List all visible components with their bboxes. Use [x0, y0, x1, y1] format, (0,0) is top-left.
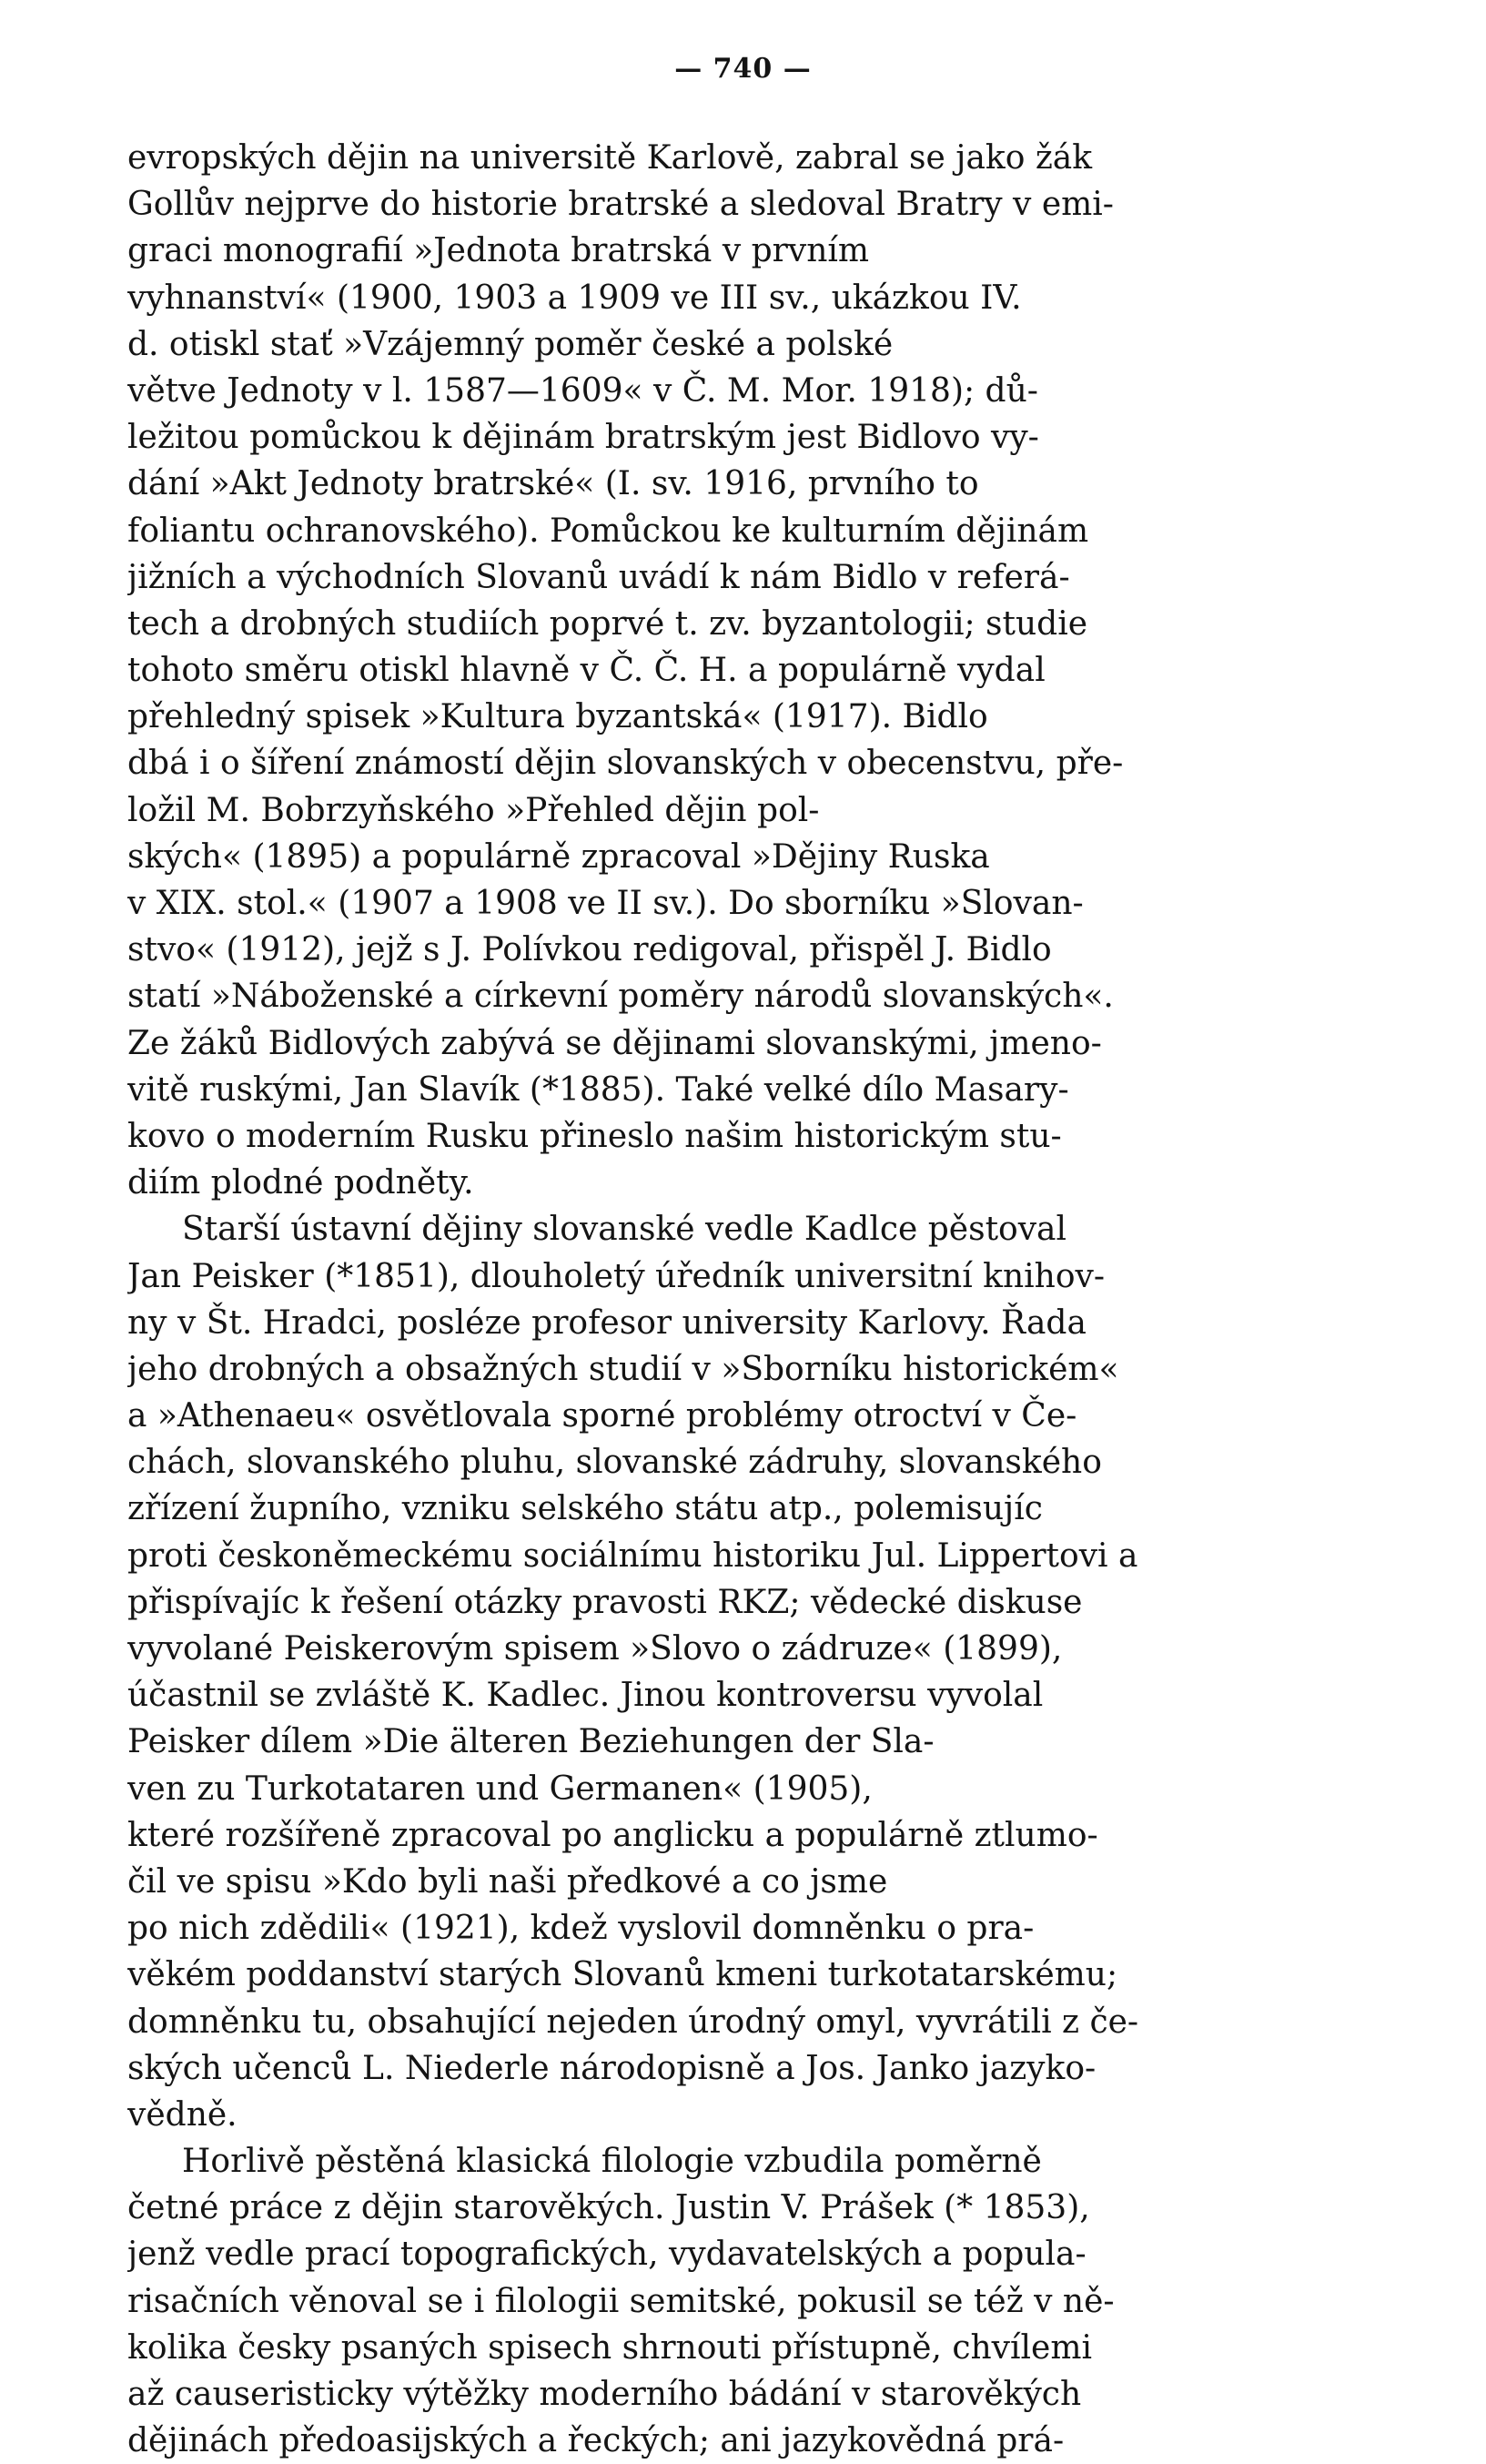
- text-line: dějinách předoasijských a řeckých; ani jazykovědná prá-: [127, 2422, 1065, 2460]
- text-line: ských učenců L. Niederle národopisně a Jos. Janko jazyko-: [127, 2049, 1097, 2087]
- text-line: jenž vedle prací topografických, vydavatelských a popula-: [127, 2236, 1087, 2274]
- text-line: vyvolané Peiskerovým spisem »Slovo o zádruze« (1899),: [127, 1630, 1063, 1668]
- text-line: evropských dějin na universitě Karlově, zabral se jako žák: [127, 139, 1093, 177]
- text-line: foliantu ochranovského). Pomůckou ke kulturním dějinám: [127, 512, 1089, 550]
- text-line: domněnku tu, obsahující nejeden úrodný omyl, vyvrátili z če-: [127, 2003, 1139, 2041]
- body-text: [127, 135, 1365, 2464]
- text-line: vitě ruskými, Jan Slavík (*1885). Také velké dílo Masary-: [127, 1070, 1069, 1109]
- text-line: větve Jednoty v l. 1587—1609« v Č. M. Mor. 1918); dů-: [127, 371, 1038, 410]
- text-line: tech a drobných studiích poprvé t. zv. byzantologii; studie: [127, 604, 1088, 643]
- text-line: tohoto směru otiskl hlavně v Č. Č. H. a populárně vydal: [127, 652, 1046, 690]
- text-line: graci monografií »Jednota bratrská v prvním: [127, 232, 870, 270]
- text-line: ležitou pomůckou k dějinám bratrským jest Bidlovo vy-: [127, 419, 1039, 457]
- paragraph-bidlo: [127, 135, 1365, 1206]
- paragraph-prasek: [127, 2138, 1365, 2464]
- text-line: po nich zdědili« (1921), kdež vyslovil domněnku o pra-: [127, 1910, 1035, 1948]
- text-line: ložil M. Bobrzyňského »Přehled dějin pol-: [127, 791, 820, 829]
- text-line: risačních věnoval se i filologii semitské, pokusil se též v ně-: [127, 2282, 1115, 2320]
- text-line: až causeristicky výtěžky moderního bádání v starověkých: [127, 2376, 1082, 2413]
- text-line: Horlivě pěstěná klasická filologie vzbudila poměrně: [182, 2143, 1042, 2181]
- text-line: kovo o moderním Rusku přineslo našim historickým stu-: [127, 1117, 1062, 1155]
- text-line: Gollův nejprve do historie bratrské a sledoval Bratry v emi-: [127, 186, 1114, 224]
- text-line: statí »Náboženské a církevní poměry národů slovanských«.: [127, 978, 1114, 1016]
- text-line: proti českoněmeckému sociálnímu historiku Jul. Lippertovi a: [127, 1536, 1138, 1575]
- text-line: dbá i o šíření známostí dějin slovanských v obecenstvu, pře-: [127, 745, 1124, 783]
- text-line: dání »Akt Jednoty bratrské« (I. sv. 1916, prvního to: [127, 465, 979, 503]
- text-line: Ze žáků Bidlových zabývá se dějinami slovanskými, jmeno-: [127, 1024, 1102, 1062]
- text-line: Peisker dílem »Die älteren Beziehungen der Sla-: [127, 1723, 935, 1761]
- text-line: přispívajíc k řešení otázky pravosti RKZ; vědecké diskuse: [127, 1583, 1083, 1621]
- text-line: přehledný spisek »Kultura byzantská« (1917). Bidlo: [127, 698, 988, 736]
- text-line: čil ve spisu »Kdo byli naši předkové a co jsme: [127, 1862, 888, 1901]
- text-line: četné práce z dějin starověkých. Justin V. Prášek (* 1853),: [127, 2189, 1090, 2227]
- text-line: Starší ústavní dějiny slovanské vedle Kadlce pěstoval: [182, 1211, 1067, 1249]
- text-line: stvo« (1912), jejž s J. Polívkou redigoval, přispěl J. Bidlo: [127, 931, 1052, 969]
- text-line: které rozšířeně zpracoval po anglicku a populárně ztlumo-: [127, 1816, 1098, 1854]
- paragraph-peisker: [127, 1206, 1365, 2138]
- text-line: věkém poddanství starých Slovanů kmeni turkotatarskému;: [127, 1956, 1118, 1994]
- text-line: ven zu Turkotataren und Germanen« (1905),: [127, 1769, 873, 1808]
- text-line: d. otiskl stať »Vzájemný poměr české a polské: [127, 325, 894, 363]
- text-line: ny v Št. Hradci, posléze profesor university Karlovy. Řada: [127, 1303, 1087, 1342]
- text-line: jeho drobných a obsažných studií v »Sborníku historickém«: [127, 1350, 1119, 1388]
- text-line: a »Athenaeu« osvětlovala sporné problémy otroctví v Če-: [127, 1397, 1077, 1435]
- text-line: v XIX. stol.« (1907 a 1908 ve II sv.). Do sborníku »Slovan-: [127, 885, 1084, 922]
- text-line: vědně.: [127, 2095, 238, 2134]
- text-line: kolika česky psaných spisech shrnouti přístupně, chvílemi: [127, 2328, 1092, 2367]
- text-line: jižních a východních Slovanů uvádí k nám Bidlo v referá-: [127, 558, 1070, 596]
- text-line: účastnil se zvláště K. Kadlec. Jinou kontroversu vyvolal: [127, 1677, 1044, 1715]
- text-line: diím plodné podněty.: [127, 1164, 474, 1202]
- page-number: — 740 —: [674, 53, 812, 85]
- text-line: Jan Peisker (*1851), dlouholetý úředník universitní knihov-: [127, 1257, 1106, 1295]
- text-line: vyhnanství« (1900, 1903 a 1909 ve III sv., ukázkou IV.: [127, 279, 1022, 317]
- text-line: zřízení župního, vzniku selského státu atp., polemisujíc: [127, 1490, 1043, 1528]
- text-line: ských« (1895) a populárně zpracoval »Dějiny Ruska: [127, 837, 990, 876]
- text-line: chách, slovanského pluhu, slovanské zádruhy, slovanského: [127, 1444, 1102, 1482]
